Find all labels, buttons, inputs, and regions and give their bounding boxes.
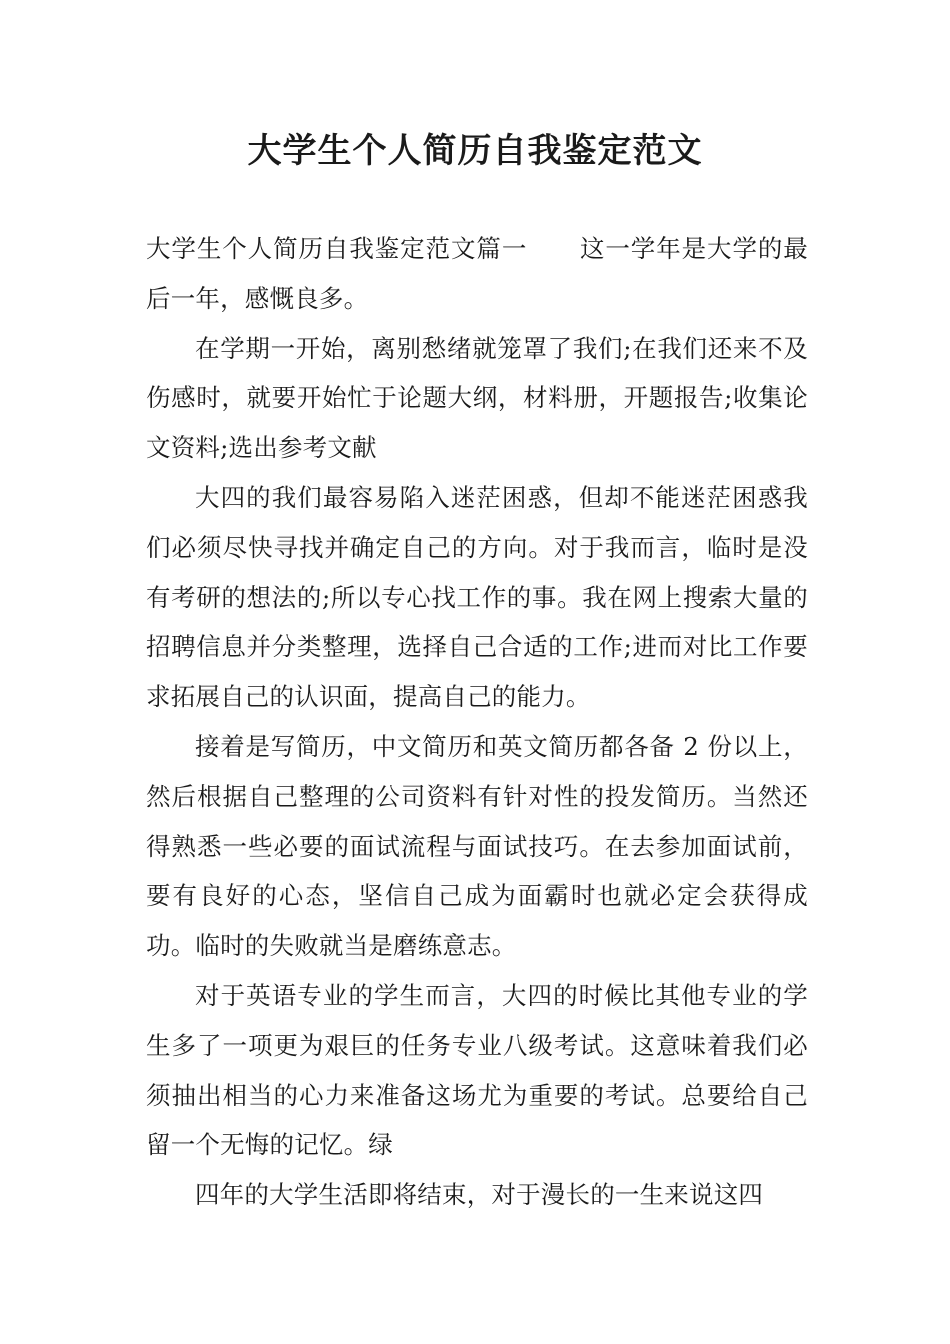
paragraph: 在学期一开始，离别愁绪就笼罩了我们;在我们还来不及伤感时，就要开始忙于论题大纲，材料册，开题报告;收集论文资料;选出参考文献 xyxy=(146,333,808,463)
document-body xyxy=(146,224,808,1220)
document-title: 大学生个人简历自我鉴定范文 xyxy=(247,131,703,171)
intro-heading: 大学生个人简历自我鉴定范文篇一 xyxy=(146,234,528,263)
paragraph: 大四的我们最容易陷入迷茫困惑，但却不能迷茫困惑我们必须尽快寻找并确定自己的方向。对于我而言，临时是没有考研的想法的;所以专心找工作的事。我在网上搜索大量的招聘信息并分类整理，选择自己合适的工作;进而对比工作要求拓展自己的认识面，提高自己的能力。 xyxy=(146,482,808,712)
paragraph: 对于英语专业的学生而言，大四的时候比其他专业的学生多了一项更为艰巨的任务专业八级考试。这意味着我们必须抽出相当的心力来准备这场尤为重要的考试。总要给自己留一个无悔的记忆。绿 xyxy=(146,980,808,1160)
paragraph: 接着是写简历，中文简历和英文简历都各备 2 份以上，然后根据自己整理的公司资料有针对性的投发简历。当然还得熟悉一些必要的面试流程与面试技巧。在去参加面试前，要有良好的心态，坚信自己成为面霸时也就必定会获得成功。临时的失败就当是磨练意志。 xyxy=(146,731,808,961)
paragraph: 四年的大学生活即将结束，对于漫长的一生来说这四 xyxy=(195,1180,764,1210)
intro-text: 这一学年是大学的最后一年，感慨良多。 xyxy=(146,234,808,313)
intro-paragraph xyxy=(146,224,808,324)
